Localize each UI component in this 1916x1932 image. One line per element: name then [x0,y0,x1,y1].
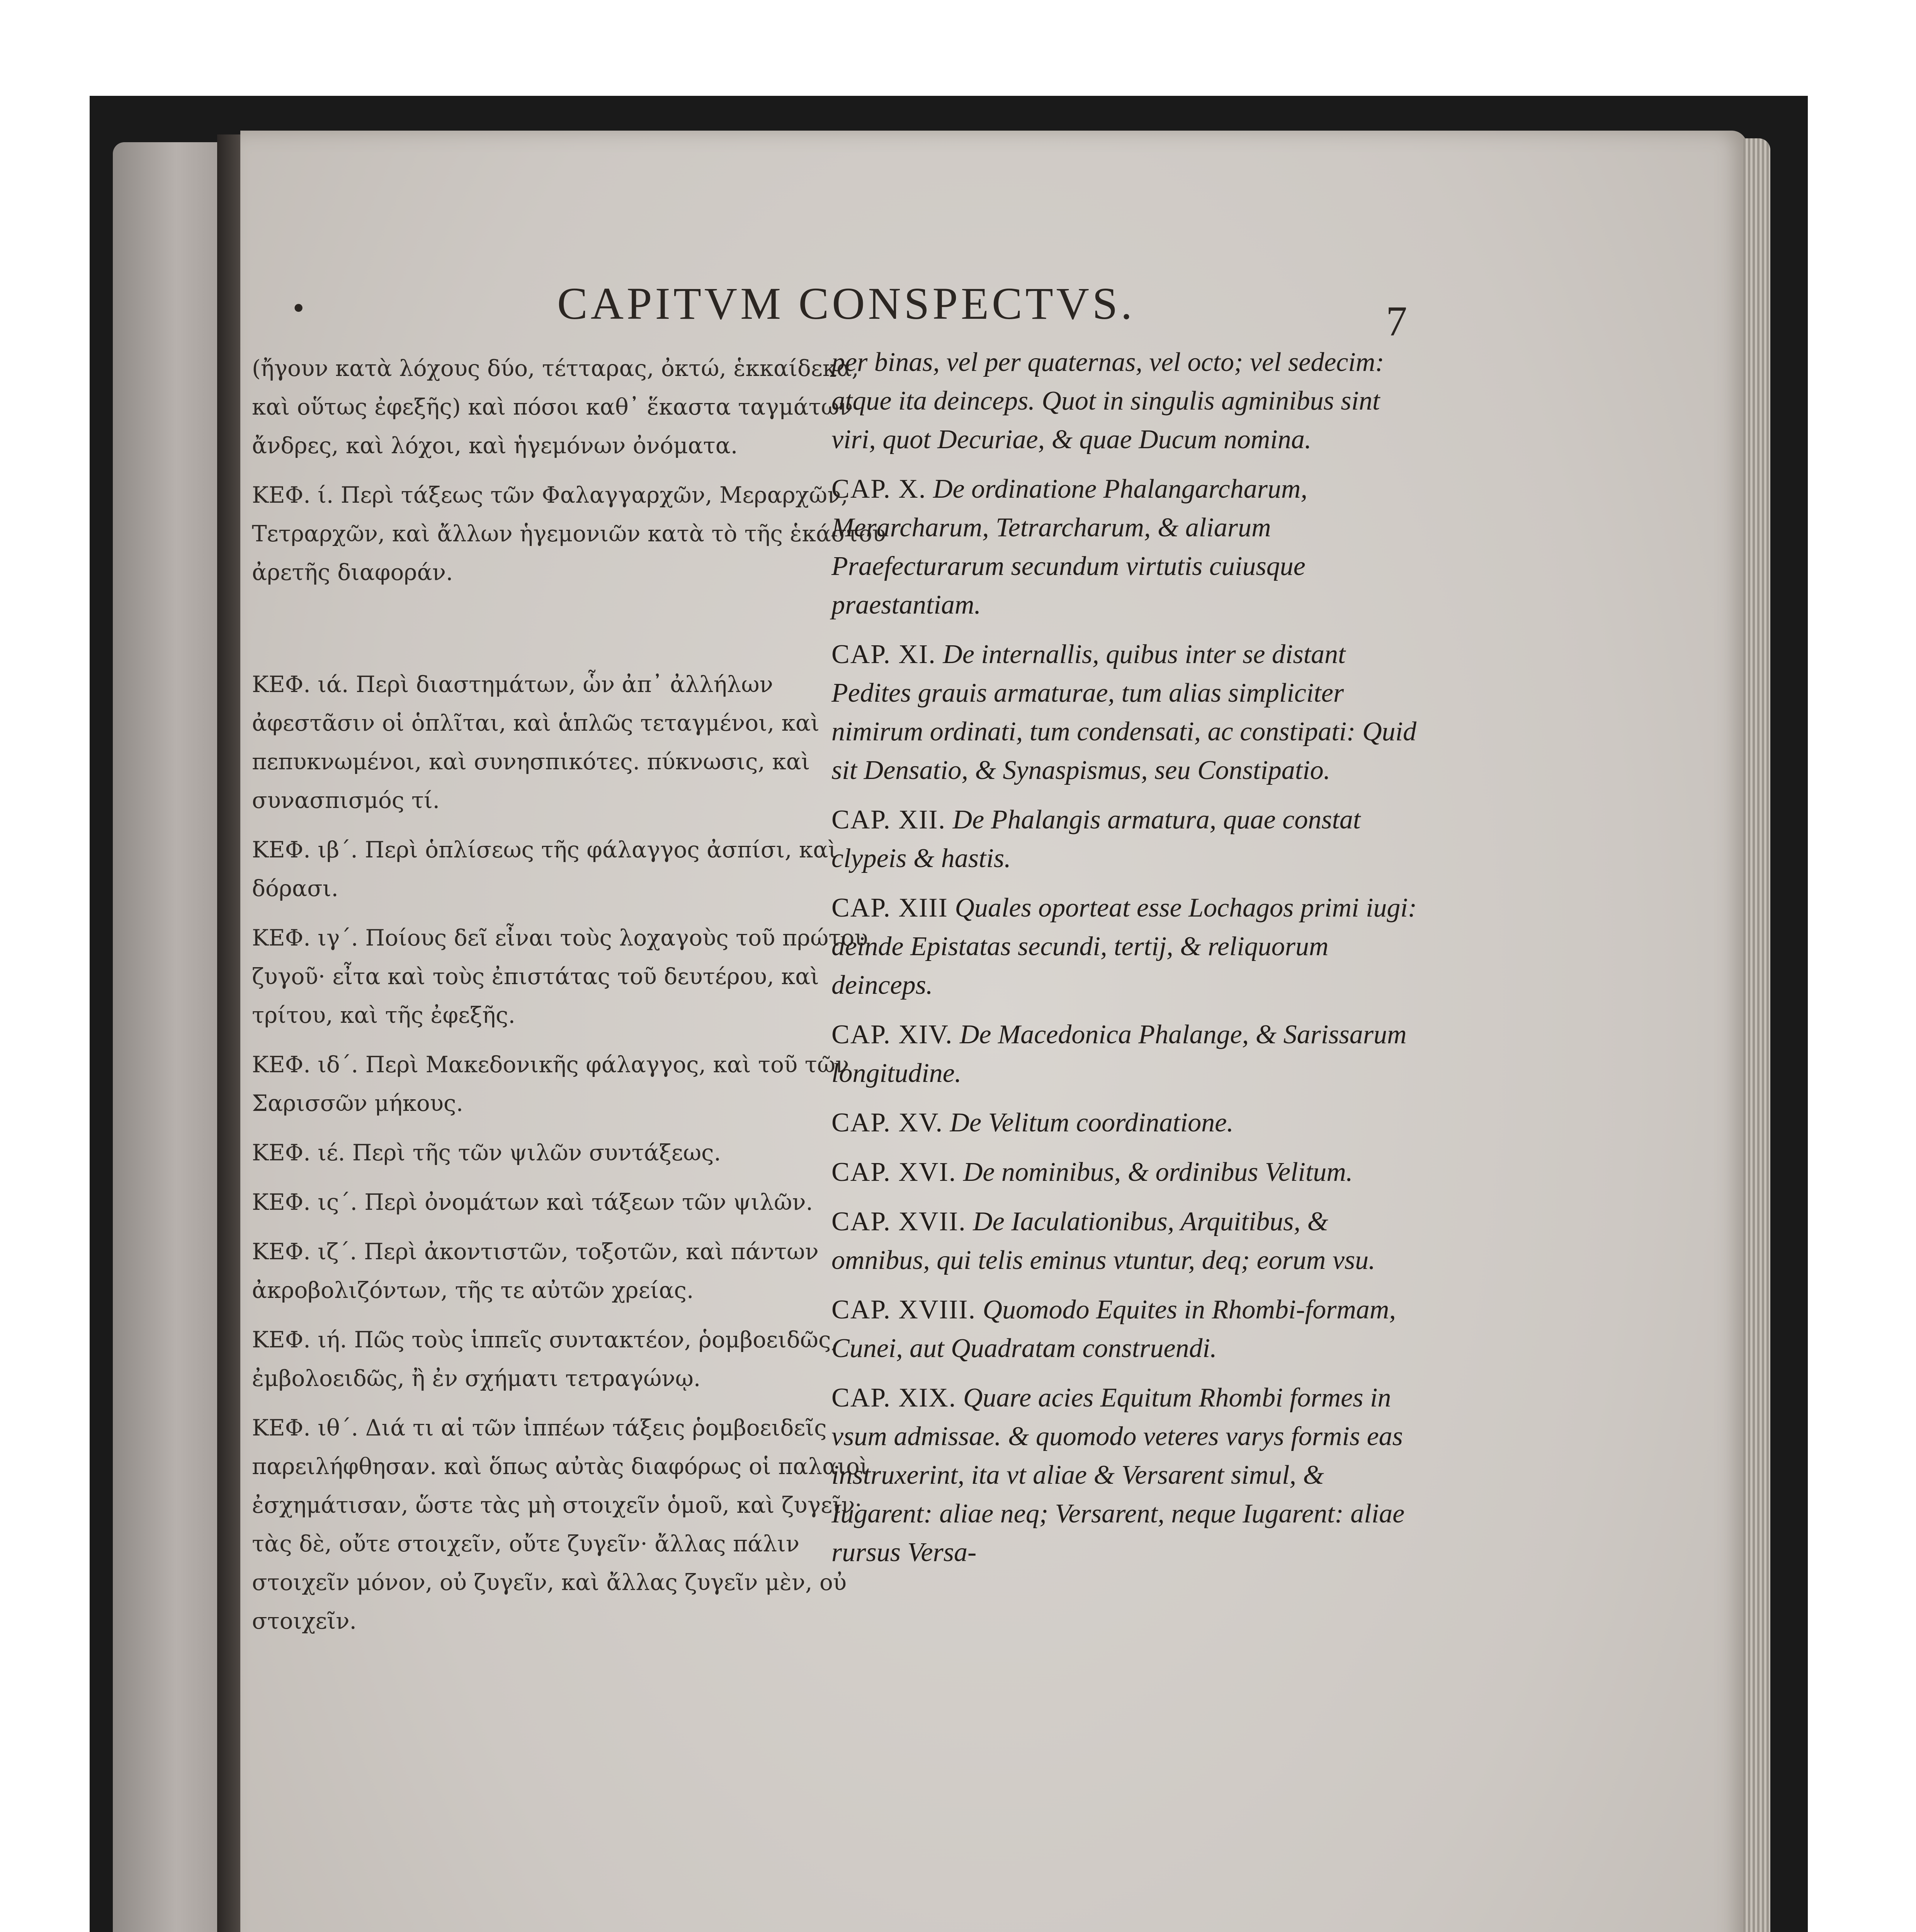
chapter-title: Quomodo Equites in Rhombi-formam, Cunei, aut Quadratam construendi. [831,1295,1396,1363]
greek-entry: (ἤγουν κατὰ λόχους δύο, τέτταρας, ὀκτώ, ἑκκαίδεκα, καὶ οὕτως ἐφεξῆς) καὶ πόσοι καθ᾽ ἕκαστα ταγμάτων ἄνδρες, καὶ λόχοι, καὶ ἡγεμόνων ὀνόματα. [252,355,859,459]
greek-entry: ΚΕΦ. ιζ΄. Περὶ ἀκοντιστῶν, τοξοτῶν, καὶ πάντων ἀκροβολιζόντων, τῆς τε αὐτῶν χρείας. [252,1238,819,1303]
latin-entry [831,1379,1430,1572]
page-header: CAPITVM CONSPECTVS. [557,278,1136,329]
chapter-label: CAP. XII. [831,805,946,835]
chapter-label: CAP. XIX. [831,1383,957,1413]
chapter-label: CAP. XI. [831,639,936,669]
page-number: 7 [1386,298,1407,345]
greek-entry: ΚΕΦ. ιβ΄. Περὶ ὁπλίσεως τῆς φάλαγγος ἀσπίσι, καὶ δόρασι. [252,837,837,901]
chapter-title: De ordinatione Phalangarcharum, Merarcharum, Tetrarcharum, & aliarum Praefecturarum secundum virtutis cuiusque praestantiam. [831,474,1307,620]
latin-entry [831,1202,1430,1280]
greek-entry: ΚΕΦ. ιγ΄. Ποίους δεῖ εἶναι τοὺς λοχαγοὺς τοῦ πρώτου ζυγοῦ· εἶτα καὶ τοὺς ἐπιστάτας τοῦ δευτέρου, καὶ τρίτου, καὶ τῆς ἐφεξῆς. [252,925,868,1028]
latin-entry [831,1104,1430,1142]
latin-entry [831,1153,1430,1192]
latin-entry [831,801,1430,878]
latin-entry [831,1291,1430,1368]
page-stack-edge [1743,138,1770,1932]
chapter-title: De Velitum coordinatione. [950,1108,1234,1138]
chapter-label: CAP. XIII [831,893,948,923]
latin-entry [831,635,1430,790]
greek-entry: ΚΕΦ. ιά. Περὶ διαστημάτων, ὧν ἀπ᾽ ἀλλήλων ἀφεστᾶσιν οἱ ὁπλῖται, καὶ ἁπλῶς τεταγμένοι, καὶ πεπυκνωμένοι, καὶ συνησπικότες. πύκνωσις, καὶ συνασπισμός τί. [252,671,819,813]
greek-column [252,349,889,1640]
chapter-label: CAP. XIV. [831,1020,953,1049]
greek-entry: ΚΕΦ. ιή. Πῶς τοὺς ἱππεῖς συντακτέον, ῥομβοειδῶς, ἐμβολοειδῶς, ἢ ἐν σχήματι τετραγώνῳ. [252,1327,838,1391]
chapter-title: Quare acies Equitum Rhombi formes in vsum admissae. & quomodo veteres varys formis eas instruxerint, ita vt aliae & Versarent simul, & Iugarent: aliae neq; Versarent, neque Iugarent: aliae rursus Versa- [831,1383,1405,1567]
greek-entry: ΚΕΦ. ιδ΄. Περὶ Μακεδονικῆς φάλαγγος, καὶ τοῦ τῶν Σαρισσῶν μήκους. [252,1051,849,1116]
chapter-title: De Iaculationibus, Arquitibus, & omnibus, qui telis eminus vtuntur, deq; eorum vsu. [831,1207,1375,1275]
greek-entry: ΚΕΦ. ιέ. Περὶ τῆς τῶν ψιλῶν συντάξεως. [252,1139,721,1166]
latin-entry [831,889,1430,1005]
latin-column [831,343,1430,1572]
chapter-title: Quales oporteat esse Lochagos primi iugi: deinde Epistatas secundi, tertij, & reliquorum deinceps. [831,893,1417,1000]
chapter-title: per binas, vel per quaternas, vel octo; vel sedecim: atque ita deinceps. Quot in singulis agminibus sint viri, quot Decuriae, & quae Ducum nomina. [831,347,1384,454]
left-page-edge [113,142,229,1932]
chapter-title: De Phalangis armatura, quae constat clypeis & hastis. [831,805,1361,873]
chapter-label: CAP. XVII. [831,1207,966,1236]
scan-image [90,96,1808,1932]
latin-entry [831,1015,1430,1093]
chapter-label: CAP. XVI. [831,1157,957,1187]
chapter-title: De Macedonica Phalange, & Sarissarum longitudine. [831,1020,1407,1088]
header-ornament: • [291,293,307,325]
chapter-title: De nominibus, & ordinibus Velitum. [963,1157,1353,1187]
greek-entry: ΚΕΦ. ί. Περὶ τάξεως τῶν Φαλαγγαρχῶν, Μεραρχῶν, Τετραρχῶν, καὶ ἄλλων ἡγεμονιῶν κατὰ τὸ τῆς ἑκάστου ἀρετῆς διαφοράν. [252,482,886,585]
greek-entry: ΚΕΦ. ιθ΄. Διά τι αἱ τῶν ἱππέων τάξεις ῥομβοειδεῖς παρειλήφθησαν. καὶ ὅπως αὐτὰς διαφόρως οἱ παλαιοὶ ἐσχημάτισαν, ὥστε τὰς μὴ στοιχεῖν ὁμοῦ, καὶ ζυγεῖν· τὰς δὲ, οὔτε στοιχεῖν, οὔτε ζυγεῖν· ἄλλας πάλιν στοιχεῖν μόνον, οὐ ζυγεῖν, καὶ ἄλλας ζυγεῖν μὲν, οὐ στοιχεῖν. [252,1415,869,1634]
latin-entry [831,470,1430,624]
greek-entry: ΚΕΦ. ις΄. Περὶ ὀνομάτων καὶ τάξεων τῶν ψιλῶν. [252,1189,813,1215]
latin-entry [831,343,1430,459]
chapter-title: De internallis, quibus inter se distant Pedites grauis armaturae, tum alias simpliciter nimirum ordinati, tum condensati, ac constipati: Quid sit Densatio, & Synaspismus, seu Constipatio. [831,639,1416,785]
chapter-label: CAP. X. [831,474,927,504]
chapter-label: CAP. XV. [831,1108,943,1138]
chapter-label: CAP. XVIII. [831,1295,976,1325]
